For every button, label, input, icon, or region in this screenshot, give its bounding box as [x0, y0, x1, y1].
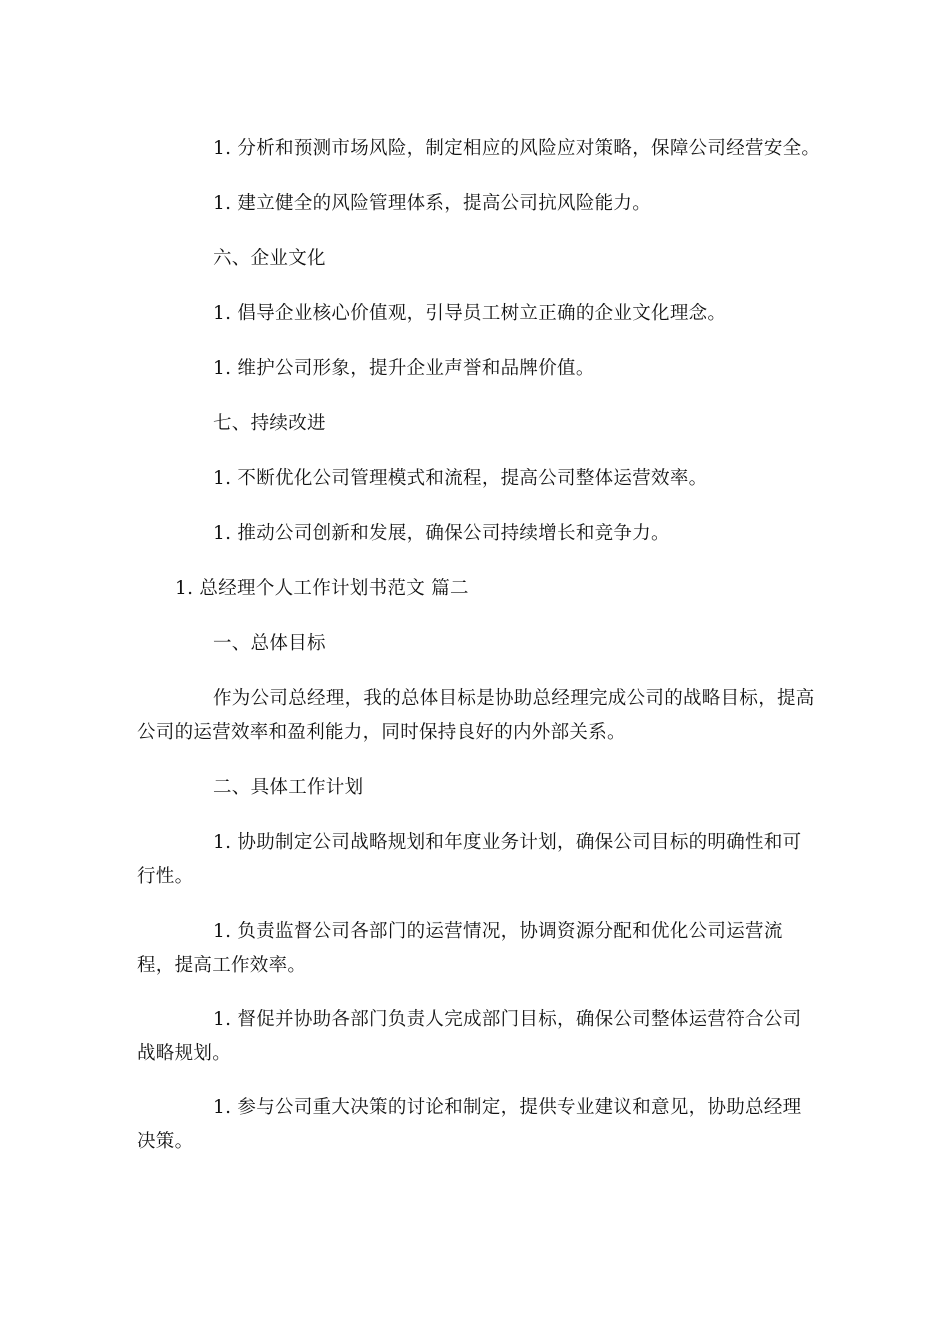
paragraph-risk-system: 1. 建立健全的风险管理体系，提高公司抗风险能力。 — [213, 193, 652, 214]
section-heading-work-plan: 二、具体工作计划 — [213, 777, 364, 798]
paragraph-optimize-process: 1. 不断优化公司管理模式和流程，提高公司整体运营效率。 — [213, 468, 708, 489]
paragraph-department-goals: 1. 督促并协助各部门负责人完成部门目标，确保公司整体运营符合公司战略规划。 — [137, 1009, 802, 1064]
section-heading-improvement: 七、持续改进 — [213, 413, 326, 434]
paragraph-overall-goal: 作为公司总经理，我的总体目标是协助总经理完成公司的战略目标，提高公司的运营效率和盈利能力，同时保持良好的内外部关系。 — [137, 688, 815, 743]
paragraph-major-decisions: 1. 参与公司重大决策的讨论和制定，提供专业建议和意见，协助总经理决策。 — [137, 1097, 802, 1152]
paragraph-brand-image: 1. 维护公司形象，提升企业声誉和品牌价值。 — [213, 358, 595, 379]
paragraph-risk-analysis: 1. 分析和预测市场风险，制定相应的风险应对策略，保障公司经营安全。 — [213, 138, 821, 159]
paragraph-core-values: 1. 倡导企业核心价值观，引导员工树立正确的企业文化理念。 — [213, 303, 727, 324]
paragraph-supervise-operations: 1. 负责监督公司各部门的运营情况，协调资源分配和优化公司运营流程，提高工作效率。 — [137, 921, 783, 976]
paragraph-innovation: 1. 推动公司创新和发展，确保公司持续增长和竞争力。 — [213, 523, 670, 544]
article-heading-part-two: 1. 总经理个人工作计划书范文 篇二 — [175, 578, 469, 599]
section-heading-overall-goal: 一、总体目标 — [213, 633, 326, 654]
paragraph-strategy-planning: 1. 协助制定公司战略规划和年度业务计划，确保公司目标的明确性和可行性。 — [137, 832, 802, 887]
section-heading-culture: 六、企业文化 — [213, 248, 326, 269]
